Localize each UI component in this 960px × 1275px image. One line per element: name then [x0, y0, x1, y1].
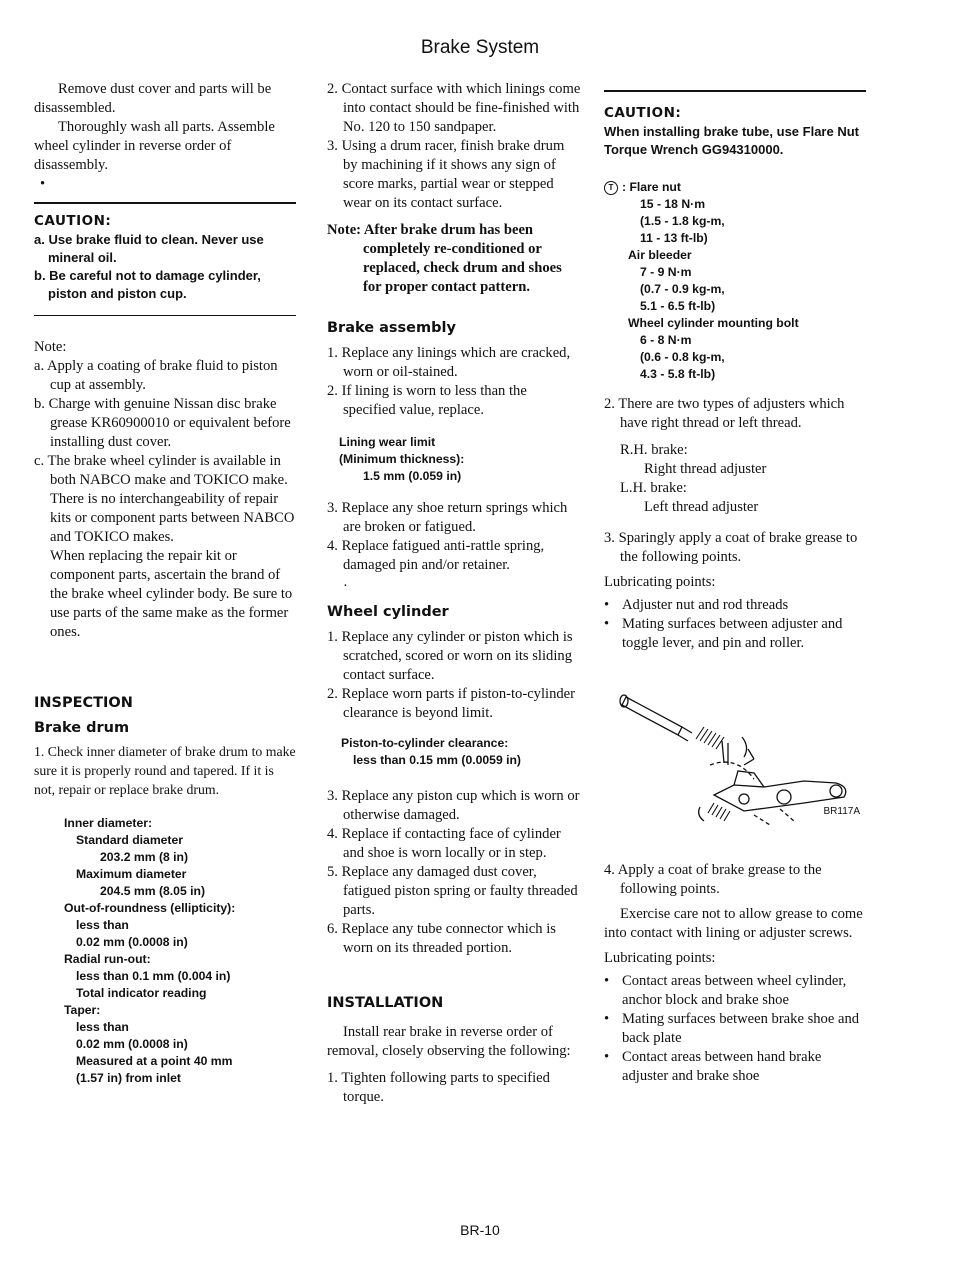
spec-maximum-value: 204.5 mm (8.05 in)	[100, 884, 205, 898]
flare-nut-value-1: 15 - 18 N·m	[640, 197, 706, 211]
grease-step-4: 4. Apply a coat of brake grease to the following points.	[604, 862, 822, 897]
adjuster-list	[604, 441, 866, 517]
clearance-spec-block	[327, 735, 581, 769]
torque-spec-block	[604, 179, 866, 383]
lh-brake-label: L.H. brake:	[620, 480, 687, 496]
spec-radial-line-2: Total indicator reading	[76, 986, 207, 1000]
caution-text-right: When installing brake tube, use Flare Nut Torque Wrench GG94310000.	[604, 124, 859, 157]
intro-paragraph-2: Thoroughly wash all parts. Assemble wheel cylinder in reverse order of disassembly.	[34, 119, 275, 173]
drum-step-2: 2. Contact surface with which linings come into contact should be fine-finished with No. 120 to 150 sandpaper.	[327, 81, 581, 135]
caution-title-right: CAUTION:	[604, 105, 682, 121]
column-middle	[327, 80, 581, 1107]
air-bleeder-value-1: 7 - 9 N·m	[640, 265, 692, 279]
assembly-step-4: 4. Replace fatigued anti-rattle spring, damaged pin and/or retainer.	[327, 538, 545, 573]
mounting-bolt-label: Wheel cylinder mounting bolt	[628, 316, 799, 330]
caution-item-a: a. Use brake fluid to clean. Never use mineral oil.	[34, 232, 264, 265]
rh-brake-label: R.H. brake:	[620, 442, 688, 458]
spec-oor-line-2: 0.02 mm (0.0008 in)	[76, 935, 188, 949]
subheading-brake-drum: Brake drum	[34, 720, 130, 736]
lubricating-points-label-2: Lubricating points:	[604, 950, 716, 966]
spec-radial-runout: Radial run-out:	[64, 952, 151, 966]
installation-intro: Install rear brake in reverse order of removal, closely observing the following:	[327, 1024, 571, 1059]
caution-rule-bottom	[34, 315, 296, 316]
section-heading-installation: INSTALLATION	[327, 995, 444, 1011]
assembly-step-3: 3. Replace any shoe return springs which are broken or fatigued.	[327, 500, 568, 535]
assembly-step-1: 1. Replace any linings which are cracked, worn or oil-stained.	[327, 345, 571, 380]
spec-taper-line-3: Measured at a point 40 mm	[76, 1054, 233, 1068]
adjuster-figure	[604, 675, 866, 855]
grease-caution: Exercise care not to allow grease to come into contact with lining or adjuster screws.	[604, 906, 863, 941]
mounting-bolt-value-2: (0.6 - 0.8 kg-m,	[640, 350, 725, 364]
lining-spec-line-2: (Minimum thickness):	[339, 452, 465, 466]
spec-oor-line-1: less than	[76, 918, 129, 932]
spec-taper-line-1: less than	[76, 1020, 129, 1034]
note-title: Note:	[34, 339, 67, 355]
cylinder-step-2: 2. Replace worn parts if piston-to-cylinder clearance is beyond limit.	[327, 686, 576, 721]
spec-taper-line-2: 0.02 mm (0.0008 in)	[76, 1037, 188, 1051]
contact-bullet-1: • Contact areas between wheel cylinder, anchor block and brake shoe	[604, 973, 847, 1008]
flare-nut-value-3: 11 - 13 ft-lb)	[640, 231, 708, 245]
note-item-b: b. Charge with genuine Nissan disc brake grease KR60900010 or equivalent before installing dust cover.	[34, 396, 291, 450]
flare-nut-text: : Flare nut	[622, 180, 681, 194]
assembly-step-2: 2. If lining is worn to less than the specified value, replace.	[327, 383, 527, 418]
stray-mark: ·	[343, 578, 348, 594]
cylinder-step-1: 1. Replace any cylinder or piston which is scratched, scored or worn on its sliding contact surface.	[327, 629, 573, 683]
section-heading-inspection: INSPECTION	[34, 695, 133, 711]
grease-step-3: 3. Sparingly apply a coat of brake grease to the following points.	[604, 530, 858, 565]
spec-out-of-roundness: Out-of-roundness (ellipticity):	[64, 901, 236, 915]
mounting-bolt-value-3: 4.3 - 5.8 ft-lb)	[640, 367, 716, 381]
air-bleeder-value-3: 5.1 - 6.5 ft-lb)	[640, 299, 716, 313]
adjuster-diagram	[604, 675, 866, 855]
installation-step-1: 1. Tighten following parts to specified torque.	[327, 1070, 550, 1105]
cylinder-step-5: 5. Replace any damaged dust cover, fatigued piston spring or faulty threaded parts.	[327, 864, 578, 918]
caution-rule-top	[34, 202, 296, 204]
clearance-spec-label: Piston-to-cylinder clearance:	[341, 736, 509, 750]
mounting-bolt-value-1: 6 - 8 N·m	[640, 333, 692, 347]
caution-title: CAUTION:	[34, 213, 112, 229]
spec-standard-value: 203.2 mm (8 in)	[100, 850, 189, 864]
spec-inner-diameter: Inner diameter:	[64, 816, 153, 830]
column-left	[34, 80, 296, 1087]
air-bleeder-label: Air bleeder	[628, 248, 692, 262]
stray-dot: •	[40, 176, 46, 192]
figure-label: BR117A	[823, 806, 860, 817]
torque-icon: T	[604, 181, 618, 195]
spec-radial-line-1: less than 0.1 mm (0.004 in)	[76, 969, 231, 983]
spec-taper: Taper:	[64, 1003, 101, 1017]
spec-taper-line-4: (1.57 in) from inlet	[76, 1071, 181, 1085]
air-bleeder-value-2: (0.7 - 0.9 kg-m,	[640, 282, 725, 296]
cylinder-step-4: 4. Replace if contacting face of cylinder and shoe is worn locally or in step.	[327, 826, 561, 861]
note-item-c-continued: When replacing the repair kit or component parts, ascertain the brand of the brake wheel cylinder body. Be sure to use parts of the same make as the former ones.	[50, 548, 293, 640]
lining-spec-line-1: Lining wear limit	[339, 435, 436, 449]
lube-bullet-2: • Mating surfaces between adjuster and toggle lever, and pin and roller.	[604, 616, 843, 651]
caution-rule-right	[604, 90, 866, 92]
drum-spec-block	[34, 815, 296, 1087]
note-item-a: a. Apply a coating of brake fluid to piston cup at assembly.	[34, 358, 278, 393]
caution-item-b: b. Be careful not to damage cylinder, piston and piston cup.	[34, 268, 261, 301]
spec-maximum-diameter: Maximum diameter	[76, 867, 187, 881]
drum-check-paragraph: 1. Check inner diameter of brake drum to make sure it is properly round and tapered. If it is not, repair or replace brake drum.	[34, 744, 296, 797]
drum-note: Note: After brake drum has been completely re-conditioned or replaced, check drum and shoes for proper contact pattern.	[327, 222, 562, 295]
spec-standard-diameter: Standard diameter	[76, 833, 184, 847]
drum-step-3: 3. Using a drum racer, finish brake drum by machining if it shows any sign of score marks, partial wear or stepped wear on its contact surface.	[327, 138, 565, 211]
page-number: BR-10	[460, 1222, 500, 1238]
contact-bullet-2: • Mating surfaces between brake shoe and back plate	[604, 1011, 860, 1046]
subheading-brake-assembly: Brake assembly	[327, 320, 456, 336]
lube-bullet-1: • Adjuster nut and rod threads	[604, 597, 789, 613]
lh-brake-value: Left thread adjuster	[644, 499, 759, 515]
flare-nut-value-2: (1.5 - 1.8 kg-m,	[640, 214, 725, 228]
subheading-wheel-cylinder: Wheel cylinder	[327, 604, 449, 620]
intro-paragraph-1: Remove dust cover and parts will be disassembled.	[34, 81, 272, 116]
lining-spec-block	[327, 434, 581, 485]
lubricating-points-label: Lubricating points:	[604, 574, 716, 590]
contact-bullet-3: • Contact areas between hand brake adjuster and brake shoe	[604, 1049, 822, 1084]
cylinder-step-6: 6. Replace any tube connector which is worn on its threaded portion.	[327, 921, 556, 956]
adjuster-step-2: 2. There are two types of adjusters which have right thread or left thread.	[604, 396, 845, 431]
clearance-spec-value: less than 0.15 mm (0.0059 in)	[353, 753, 521, 767]
rh-brake-value: Right thread adjuster	[644, 461, 767, 477]
page-header: Brake System	[420, 37, 540, 58]
lining-spec-value: 1.5 mm (0.059 in)	[363, 469, 462, 483]
column-right	[604, 80, 866, 1086]
flare-nut-label	[604, 179, 866, 196]
note-item-c: c. The brake wheel cylinder is available in both NABCO make and TOKICO make. There is no interchangeability of repair kits or component parts between NABCO and TOKICO makes.	[34, 453, 295, 545]
cylinder-step-3: 3. Replace any piston cup which is worn or otherwise damaged.	[327, 788, 580, 823]
